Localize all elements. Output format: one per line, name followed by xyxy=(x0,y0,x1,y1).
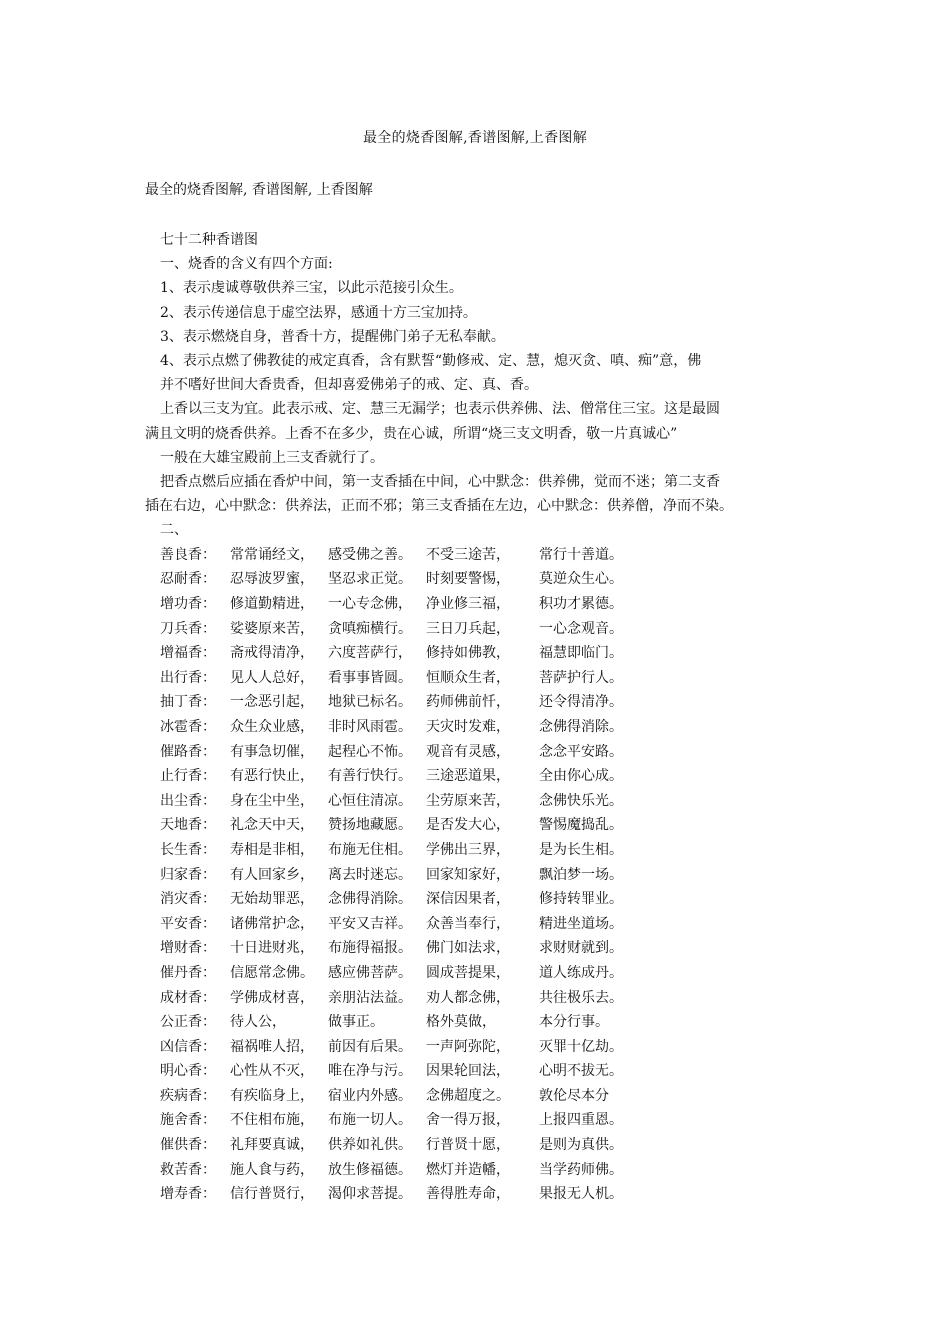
verse-line-3: 善得胜寿命， xyxy=(426,1186,510,1203)
verse-line-3: 修持如佛教， xyxy=(426,645,510,662)
verse-line-4: 本分行事。 xyxy=(539,1014,609,1031)
verse-line-3: 佛门如法求， xyxy=(426,940,510,957)
verse-line-4: 警惕魔捣乱。 xyxy=(539,817,623,834)
verse-line-2: 离去时迷忘。 xyxy=(328,866,412,883)
verse-line-2: 前因有后果。 xyxy=(328,1038,412,1055)
verse-line-3: 三日刀兵起， xyxy=(426,620,510,637)
meaning-item-2: 2、表示传递信息于虚空法界，感通十方三宝加持。 xyxy=(160,304,477,321)
meaning-item-4-line1: 4、表示点燃了佛教徒的戒定真香，含有默誓“勤修戒、定、慧，熄灭贪、嗔、痴”意，佛 xyxy=(160,353,702,370)
table-row xyxy=(160,961,659,986)
verse-line-3: 燃灯并造幡， xyxy=(426,1161,510,1178)
verse-line-2: 供养如礼供。 xyxy=(328,1137,412,1154)
verse-line-1: 有恶行快止， xyxy=(230,768,314,785)
verse-line-3: 一声阿弥陀， xyxy=(426,1038,510,1055)
verse-line-1: 修道勤精进， xyxy=(230,596,314,613)
verse-line-3: 天灾时发难， xyxy=(426,718,510,735)
incense-verse-table xyxy=(160,543,659,1207)
verse-line-4: 是则为真供。 xyxy=(539,1137,623,1154)
document-title: 最全的烧香图解,香谱图解,上香图解 xyxy=(363,130,587,146)
verse-line-1: 有事急切催， xyxy=(230,743,314,760)
table-row xyxy=(160,936,659,961)
verse-line-4: 精进坐道场。 xyxy=(539,915,623,932)
table-row xyxy=(160,1182,659,1207)
verse-line-2: 心恒住清凉。 xyxy=(328,792,412,809)
verse-line-4: 还令得清净。 xyxy=(539,694,623,711)
verse-line-2: 感应佛菩萨。 xyxy=(328,964,412,981)
section-1-heading: 一、烧香的含义有四个方面: xyxy=(160,256,333,273)
verse-line-2: 平安又吉祥。 xyxy=(328,915,412,932)
table-row xyxy=(160,666,659,691)
table-row xyxy=(160,838,659,863)
verse-line-2: 念佛得消除。 xyxy=(328,891,412,908)
verse-line-3: 因果轮回法， xyxy=(426,1063,510,1080)
verse-line-2: 渴仰求菩提。 xyxy=(328,1186,412,1203)
verse-line-3: 深信因果者， xyxy=(426,891,510,908)
verse-line-4: 心明不拔无。 xyxy=(539,1063,623,1080)
meaning-item-3: 3、表示燃烧自身，普香十方，提醒佛门弟子无私奉献。 xyxy=(160,328,505,345)
paragraph-three-sticks-line1: 上香以三支为宜。此表示戒、定、慧三无漏学；也表示供养佛、法、僧常住三宝。这是最圆 xyxy=(160,401,720,418)
verse-line-2: 一心专念佛， xyxy=(328,596,412,613)
incense-name: 救苦香： xyxy=(160,1161,216,1178)
verse-line-3: 学佛出三界， xyxy=(426,841,510,858)
verse-line-2: 唯在净与污。 xyxy=(328,1063,412,1080)
incense-name: 归家香： xyxy=(160,866,216,883)
table-row xyxy=(160,739,659,764)
table-row xyxy=(160,813,659,838)
verse-line-2: 六度菩萨行， xyxy=(328,645,412,662)
verse-line-4: 菩萨护行人。 xyxy=(539,669,623,686)
table-row xyxy=(160,862,659,887)
table-row xyxy=(160,543,659,568)
verse-line-4: 果报无人机。 xyxy=(539,1186,623,1203)
incense-name: 平安香： xyxy=(160,915,216,932)
verse-line-3: 念佛超度之。 xyxy=(426,1087,510,1104)
verse-line-1: 福祸唯人招， xyxy=(230,1038,314,1055)
verse-line-4: 福慧即临门。 xyxy=(539,645,623,662)
incense-name: 冰雹香： xyxy=(160,718,216,735)
verse-line-2: 感受佛之善。 xyxy=(328,546,412,563)
table-row xyxy=(160,567,659,592)
verse-line-3: 药师佛前忏， xyxy=(426,694,510,711)
verse-line-4: 共往极乐去。 xyxy=(539,989,623,1006)
table-row xyxy=(160,715,659,740)
table-row xyxy=(160,1035,659,1060)
verse-line-1: 十日进财兆， xyxy=(230,940,314,957)
verse-line-1: 常常诵经文， xyxy=(230,546,314,563)
verse-line-1: 娑婆原来苦， xyxy=(230,620,314,637)
verse-line-3: 恒顺众生者， xyxy=(426,669,510,686)
verse-line-3: 三途恶道果， xyxy=(426,768,510,785)
verse-line-4: 上报四重恩。 xyxy=(539,1112,623,1129)
verse-line-1: 斋戒得清净， xyxy=(230,645,314,662)
verse-line-2: 亲朋沾法益。 xyxy=(328,989,412,1006)
verse-line-2: 坚忍求正觉。 xyxy=(328,571,412,588)
verse-line-2: 放生修福德。 xyxy=(328,1161,412,1178)
verse-line-2: 宿业内外感。 xyxy=(328,1087,412,1104)
paragraph-placement-line2: 插在右边，心中默念：供养法，正而不邪；第三支香插在左边，心中默念：供养僧，净而不染。 xyxy=(145,498,733,515)
document-body xyxy=(145,228,810,1207)
incense-name: 抽丁香： xyxy=(160,694,216,711)
verse-line-1: 心性从不灭， xyxy=(230,1063,314,1080)
table-row xyxy=(160,1133,659,1158)
table-row xyxy=(160,616,659,641)
meaning-item-4-line2: 并不嗜好世间大香贵香，但却喜爱佛弟子的戒、定、真、香。 xyxy=(160,377,538,394)
verse-line-1: 不住相布施， xyxy=(230,1112,314,1129)
incense-name: 增寿香： xyxy=(160,1186,216,1203)
verse-line-3: 是否发大心， xyxy=(426,817,510,834)
incense-name: 催供香： xyxy=(160,1137,216,1154)
meaning-item-1: 1、表示虔诚尊敬供养三宝，以此示范接引众生。 xyxy=(160,280,463,297)
table-row xyxy=(160,1084,659,1109)
table-row xyxy=(160,641,659,666)
verse-line-4: 莫逆众生心。 xyxy=(539,571,623,588)
verse-line-2: 贪嗔痴横行。 xyxy=(328,620,412,637)
verse-line-1: 无始劫罪恶， xyxy=(230,891,314,908)
verse-line-3: 行普贤十愿， xyxy=(426,1137,510,1154)
document-subtitle: 最全的烧香图解, 香谱图解, 上香图解 xyxy=(145,182,373,198)
verse-line-4: 灭罪十亿劫。 xyxy=(539,1038,623,1055)
verse-line-3: 不受三途苦， xyxy=(426,546,510,563)
verse-line-2: 看事事皆圆。 xyxy=(328,669,412,686)
table-row xyxy=(160,1010,659,1035)
incense-name: 疾病香： xyxy=(160,1087,216,1104)
verse-line-1: 见人人总好， xyxy=(230,669,314,686)
incense-name: 成材香： xyxy=(160,989,216,1006)
incense-name: 施舍香： xyxy=(160,1112,216,1129)
incense-name: 增功香： xyxy=(160,596,216,613)
verse-line-3: 尘劳原来苦， xyxy=(426,792,510,809)
verse-line-1: 诸佛常护念， xyxy=(230,915,314,932)
verse-line-3: 舍一得万报， xyxy=(426,1112,510,1129)
verse-line-4: 积功才累德。 xyxy=(539,596,623,613)
table-row xyxy=(160,592,659,617)
verse-line-1: 有人回家乡， xyxy=(230,866,314,883)
verse-line-2: 布施得福报。 xyxy=(328,940,412,957)
verse-line-2: 非时风雨雹。 xyxy=(328,718,412,735)
verse-line-1: 一念恶引起， xyxy=(230,694,314,711)
paragraph-main-hall: 一般在大雄宝殿前上三支香就行了。 xyxy=(160,449,384,466)
incense-name: 催丹香： xyxy=(160,964,216,981)
table-row xyxy=(160,1108,659,1133)
verse-line-4: 当学药师佛。 xyxy=(539,1161,623,1178)
verse-line-2: 起程心不怖。 xyxy=(328,743,412,760)
table-row xyxy=(160,789,659,814)
paragraph-placement-line1: 把香点燃后应插在香炉中间，第一支香插在中间，心中默念：供养佛，觉而不迷；第二支香 xyxy=(160,474,720,491)
verse-line-2: 赞扬地藏愿。 xyxy=(328,817,412,834)
table-row xyxy=(160,887,659,912)
verse-line-1: 众生众业感， xyxy=(230,718,314,735)
table-row xyxy=(160,1059,659,1084)
incense-name: 止行香： xyxy=(160,768,216,785)
verse-line-4: 念念平安路。 xyxy=(539,743,623,760)
incense-name: 增福香： xyxy=(160,645,216,662)
verse-line-4: 念佛得消除。 xyxy=(539,718,623,735)
verse-line-1: 寿相是非相， xyxy=(230,841,314,858)
incense-name: 公正香： xyxy=(160,1014,216,1031)
verse-line-4: 飘泊梦一场。 xyxy=(539,866,623,883)
verse-line-1: 礼拜要真诚， xyxy=(230,1137,314,1154)
verse-line-3: 回家知家好， xyxy=(426,866,510,883)
verse-line-1: 待人公， xyxy=(230,1014,286,1031)
incense-name: 长生香： xyxy=(160,841,216,858)
verse-line-4: 是为长生相。 xyxy=(539,841,623,858)
verse-line-4: 常行十善道。 xyxy=(539,546,623,563)
incense-name: 出行香： xyxy=(160,669,216,686)
verse-line-2: 做事正。 xyxy=(328,1014,384,1031)
verse-line-1: 学佛成材喜， xyxy=(230,989,314,1006)
table-row xyxy=(160,985,659,1010)
table-row xyxy=(160,912,659,937)
incense-name: 出尘香： xyxy=(160,792,216,809)
verse-line-2: 布施无住相。 xyxy=(328,841,412,858)
verse-line-4: 修持转罪业。 xyxy=(539,891,623,908)
verse-line-3: 格外莫做， xyxy=(426,1014,496,1031)
verse-line-4: 念佛快乐光。 xyxy=(539,792,623,809)
incense-name: 消灾香： xyxy=(160,891,216,908)
section-2-heading: 二、 xyxy=(160,522,188,539)
verse-line-4: 全由你心成。 xyxy=(539,768,623,785)
heading-72-incense: 七十二种香谱图 xyxy=(160,232,258,248)
verse-line-4: 敦伦尽本分 xyxy=(539,1087,609,1104)
table-row xyxy=(160,690,659,715)
verse-line-3: 观音有灵感， xyxy=(426,743,510,760)
verse-line-4: 一心念观音。 xyxy=(539,620,623,637)
verse-line-1: 礼念天中天， xyxy=(230,817,314,834)
verse-line-2: 布施一切人。 xyxy=(328,1112,412,1129)
verse-line-2: 有善行快行。 xyxy=(328,768,412,785)
verse-line-1: 身在尘中坐， xyxy=(230,792,314,809)
incense-name: 忍耐香： xyxy=(160,571,216,588)
incense-name: 增财香： xyxy=(160,940,216,957)
paragraph-three-sticks-line2: 满且文明的烧香供养。上香不在多少，贵在心诚，所谓“烧三支文明香，敬一片真诚心” xyxy=(145,425,678,442)
incense-name: 刀兵香： xyxy=(160,620,216,637)
incense-name: 善良香： xyxy=(160,546,216,563)
verse-line-1: 信行普贤行， xyxy=(230,1186,314,1203)
verse-line-1: 信愿常念佛。 xyxy=(230,964,314,981)
verse-line-3: 众善当奉行， xyxy=(426,915,510,932)
verse-line-3: 圆成菩提果， xyxy=(426,964,510,981)
verse-line-4: 求财财就到。 xyxy=(539,940,623,957)
verse-line-3: 净业修三福， xyxy=(426,596,510,613)
table-row xyxy=(160,1157,659,1182)
table-row xyxy=(160,764,659,789)
verse-line-1: 施人食与药， xyxy=(230,1161,314,1178)
incense-name: 明心香： xyxy=(160,1063,216,1080)
verse-line-4: 道人练成丹。 xyxy=(539,964,623,981)
verse-line-1: 有疾临身上， xyxy=(230,1087,314,1104)
incense-name: 天地香： xyxy=(160,817,216,834)
verse-line-1: 忍辱波罗蜜， xyxy=(230,571,314,588)
verse-line-3: 劝人都念佛， xyxy=(426,989,510,1006)
verse-line-3: 时刻要警惕， xyxy=(426,571,510,588)
incense-name: 催路香： xyxy=(160,743,216,760)
incense-name: 凶信香： xyxy=(160,1038,216,1055)
verse-line-2: 地狱已标名。 xyxy=(328,694,412,711)
